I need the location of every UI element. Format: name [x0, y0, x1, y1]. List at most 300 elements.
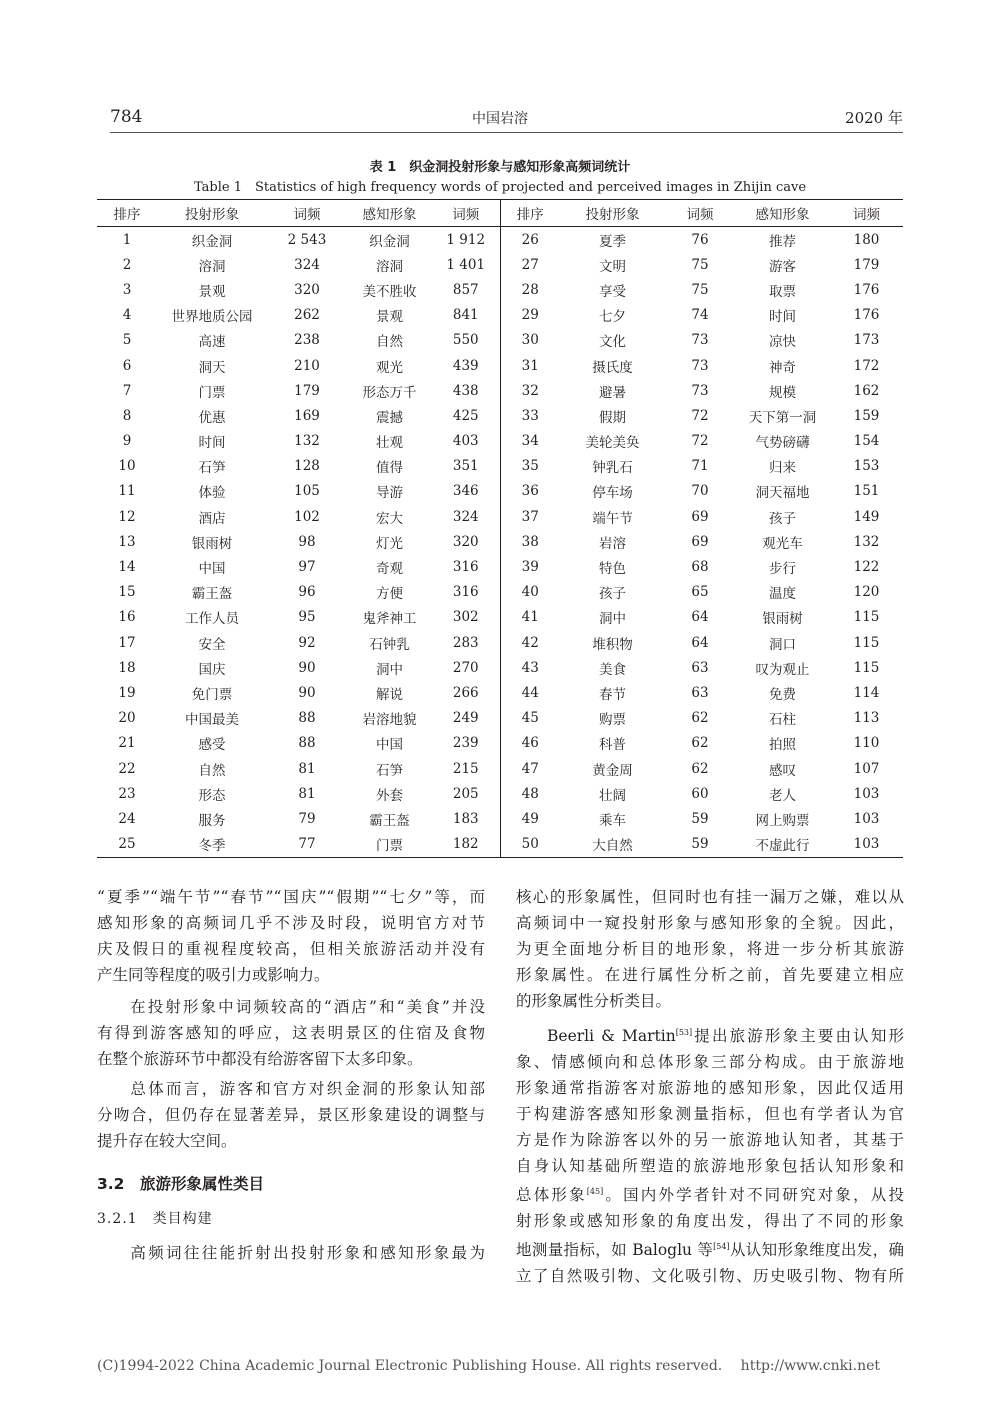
left-paragraph-1: [97, 884, 485, 988]
table-cell: 72: [691, 407, 709, 424]
table-cell: 安全: [198, 636, 226, 653]
table-cell: 岩溶地貌: [362, 712, 417, 729]
table-cell: 60: [691, 785, 709, 802]
column-header: 词频: [830, 200, 903, 227]
text-line: 为更全面地分析目的地形象，将进一步分析其旅游: [516, 940, 904, 958]
table-row: [97, 227, 903, 253]
table-cell: 153: [853, 458, 880, 475]
text-line: 立了自然吸引物、文化吸引物、历史吸引物、物有所: [516, 1267, 904, 1285]
table-cell: 文明: [599, 258, 626, 275]
table-cell: 316: [452, 559, 479, 576]
table-cell: 19: [118, 684, 136, 701]
table-row: [97, 303, 903, 328]
table-cell: 门票: [347, 832, 432, 858]
table-cell: 石笋: [376, 762, 403, 779]
column-header: 感知形象: [347, 200, 432, 227]
journal-year: 2020 年: [845, 109, 903, 127]
table-cell: 自然: [198, 762, 226, 779]
table-cell: 钟乳石: [592, 460, 633, 477]
text-line: 总体而言，游客和官方对织金洞的形象认知部: [128, 1080, 485, 1098]
table-cell: 老人: [769, 787, 796, 804]
table-row: [97, 580, 903, 605]
table-cell: 洞中: [599, 611, 626, 628]
table-cell: 68: [691, 559, 709, 576]
table-cell: 20: [118, 710, 136, 727]
table-cell: 172: [853, 357, 880, 374]
table-cell: 24: [118, 810, 136, 827]
table-cell: 179: [853, 256, 880, 273]
table-cell: 冬季: [157, 832, 267, 858]
table-cell: 神奇: [769, 359, 796, 376]
text-line: 核心的形象属性，但同时也有挂一漏万之嫌，难以从: [516, 888, 904, 906]
left-paragraph-3: [97, 1076, 485, 1154]
table-cell: 72: [691, 433, 709, 450]
table-cell: 自然: [376, 334, 403, 351]
table-cell: 不虚此行: [735, 832, 830, 858]
table-cell: 27: [500, 252, 560, 277]
table-cell: 29: [500, 303, 560, 328]
table-cell: 173: [853, 332, 880, 349]
table-cell: 95: [298, 609, 316, 626]
table-cell: 2 543: [287, 231, 327, 248]
table-cell: 210: [294, 357, 320, 374]
table-cell: 73: [691, 357, 709, 374]
table-cell: 中国: [198, 561, 226, 578]
table-cell: 39: [500, 554, 560, 579]
table-cell: 购票: [599, 712, 626, 729]
text-line: 有得到游客感知的呼应，这表明景区的住宿及食物: [97, 1024, 485, 1042]
table-cell: 12: [118, 508, 136, 525]
table-cell: 乘车: [599, 812, 626, 829]
table-cell: 壮阔: [599, 787, 626, 804]
text-line: 提升存在较大空间。: [97, 1132, 237, 1150]
table-row: [97, 353, 903, 378]
table-cell: 避暑: [599, 384, 626, 401]
table-cell: 宏大: [376, 510, 403, 527]
table-row: [97, 706, 903, 731]
table-cell: 43: [500, 655, 560, 680]
table-cell: 洞口: [769, 636, 796, 653]
text-line: 高频词中一窥投射形象与感知形象的全貌。因此，: [516, 914, 904, 932]
journal-name: 中国岩溶: [472, 111, 528, 127]
text-line: 感知形象的高频词几乎不涉及时段，说明官方对节: [97, 914, 485, 932]
table-cell: 320: [452, 533, 479, 550]
table-cell: 免费: [769, 686, 796, 703]
table-cell: 239: [452, 735, 479, 752]
table-cell: 世界地质公园: [171, 309, 253, 326]
table-row: [97, 832, 903, 858]
table-cell: 摄氏度: [592, 359, 633, 376]
table-cell: 霸王盔: [369, 812, 410, 829]
text-line: 提出旅游形象主要由认知形: [692, 1027, 904, 1045]
text-line: 庆及假日的重视程度较高，但相关旅游活动并没有: [97, 940, 485, 958]
table-cell: 高速: [198, 334, 226, 351]
table-cell: 震撼: [376, 409, 403, 426]
table-row: [97, 680, 903, 705]
table-cell: 13: [118, 533, 136, 550]
table-cell: 外套: [376, 787, 403, 804]
table-cell: 62: [691, 710, 709, 727]
table-cell: 值得: [376, 460, 403, 477]
table-cell: 262: [294, 307, 320, 324]
table-cell: 1: [122, 231, 132, 248]
table-row: [97, 554, 903, 579]
table-row: [97, 655, 903, 680]
column-header: 投射形象: [560, 200, 665, 227]
table-cell: 320: [294, 281, 320, 298]
table-cell: 30: [500, 328, 560, 353]
table-cell: 179: [294, 382, 320, 399]
table-cell: 316: [452, 584, 479, 601]
table-cell: 石钟乳: [369, 636, 410, 653]
text-line: 高频词往往能折射出投射形象和感知形象最为: [128, 1244, 485, 1262]
table-cell: 春节: [599, 686, 626, 703]
table-cell: 169: [294, 407, 320, 424]
table-cell: 105: [294, 483, 320, 500]
table-cell: 11: [118, 483, 136, 500]
table-cell: 28: [500, 277, 560, 302]
table-cell: 美轮美奂: [585, 435, 640, 452]
table-cell: 美不胜收: [362, 283, 417, 300]
table-cell: 门票: [198, 384, 226, 401]
table-cell: 132: [853, 533, 880, 550]
table-cell: 62: [691, 735, 709, 752]
table-cell: 归来: [769, 460, 796, 477]
table-cell: 107: [853, 760, 880, 777]
table-cell: 47: [500, 756, 560, 781]
table-row: [97, 378, 903, 403]
table-cell: 大自然: [560, 832, 665, 858]
table-row: [97, 605, 903, 630]
table-cell: 96: [298, 584, 316, 601]
table-cell: 国庆: [198, 661, 226, 678]
table-cell: 感受: [198, 737, 226, 754]
table-row: [97, 504, 903, 529]
table-cell: 346: [452, 483, 479, 500]
table-cell: 73: [691, 332, 709, 349]
table-cell: 洞天: [198, 359, 226, 376]
table-row: [97, 529, 903, 554]
table-cell: 天下第一洞: [748, 409, 817, 426]
text-line: 在投射形象中词频较高的“酒店”和“美食”并没: [128, 998, 485, 1016]
table-cell: 9: [122, 433, 132, 450]
table-cell: 151: [853, 483, 880, 500]
table-cell: 44: [500, 680, 560, 705]
table-cell: 81: [298, 760, 316, 777]
table-cell: 73: [691, 382, 709, 399]
table-cell: 假期: [599, 409, 626, 426]
frequency-table: [97, 199, 903, 858]
table-cell: 观光车: [762, 535, 803, 552]
table-row: [97, 403, 903, 428]
table-cell: 免门票: [191, 686, 233, 703]
column-header: 投射形象: [157, 200, 267, 227]
table-title-cn: 表 1 织金洞投射形象与感知形象高频词统计: [369, 160, 631, 175]
table-cell: 110: [853, 735, 880, 752]
table-cell: 网上购票: [755, 812, 810, 829]
right-paragraph-2: [516, 1020, 904, 1289]
table-cell: 79: [298, 810, 316, 827]
table-cell: 128: [294, 458, 320, 475]
table-cell: 形态: [198, 787, 226, 804]
left-paragraph-2: [97, 994, 485, 1072]
table-row: [97, 479, 903, 504]
text-line: 方是作为除游客以外的另一旅游地认知者，其基于: [516, 1131, 904, 1149]
table-cell: 步行: [769, 561, 796, 578]
table-cell: 8: [122, 407, 132, 424]
table-cell: 夏季: [599, 233, 626, 250]
table-cell: 42: [500, 630, 560, 655]
table-cell: 90: [298, 659, 316, 676]
table-cell: 解说: [376, 686, 403, 703]
table-cell: 115: [853, 609, 880, 626]
table-cell: 孩子: [599, 586, 626, 603]
text-line: 从认知形象维度出发，确: [729, 1241, 904, 1259]
table-cell: 26: [500, 227, 560, 253]
text-line: 总体形象: [516, 1186, 587, 1204]
table-cell: 857: [452, 281, 479, 298]
table-cell: 439: [452, 357, 479, 374]
table-cell: 黄金周: [592, 762, 633, 779]
table-cell: 石柱: [769, 712, 796, 729]
section-heading: 3.2 旅游形象属性类目: [97, 1175, 264, 1193]
text-line: 产生同等程度的吸引力或影响力。: [97, 966, 330, 984]
table-cell: 32: [500, 378, 560, 403]
page-number: 784: [110, 107, 143, 127]
table-cell: 14: [118, 559, 136, 576]
table-cell: 46: [500, 731, 560, 756]
table-cell: 1 401: [446, 256, 486, 273]
table-cell: 10: [118, 458, 136, 475]
table-cell: 停车场: [592, 485, 633, 502]
table-cell: 75: [691, 281, 709, 298]
column-header: 排序: [97, 200, 157, 227]
table-cell: 176: [853, 281, 880, 298]
column-header: 词频: [432, 200, 500, 227]
table-cell: 文化: [599, 334, 626, 351]
table-row: [97, 252, 903, 277]
table-cell: 规模: [769, 384, 796, 401]
table-cell: 266: [452, 684, 479, 701]
table-cell: 观光: [376, 359, 403, 376]
table-cell: 81: [298, 785, 316, 802]
table-cell: 70: [691, 483, 709, 500]
table-cell: 205: [452, 785, 479, 802]
table-cell: 25: [97, 832, 157, 858]
left-paragraph-4: [97, 1240, 485, 1266]
table-cell: 15: [118, 584, 136, 601]
table-cell: 霸王盔: [191, 586, 233, 603]
table-cell: 98: [298, 533, 316, 550]
text-line: 射形象或感知形象的角度出发，得出了不同的形象: [516, 1212, 904, 1230]
table-cell: 形态万千: [362, 384, 417, 401]
table-cell: 438: [452, 382, 479, 399]
table-cell: 88: [298, 710, 316, 727]
table-cell: 59: [665, 832, 735, 858]
column-header: 词频: [665, 200, 735, 227]
text-line: 形象通常指游客对旅游地的感知形象，因此仅适用: [516, 1079, 904, 1097]
table-cell: 425: [452, 407, 479, 424]
table-row: [97, 806, 903, 831]
table-cell: 18: [118, 659, 136, 676]
table-cell: 4: [122, 307, 132, 324]
column-header: 排序: [500, 200, 560, 227]
text-line: “夏季”“端午节”“春节”“国庆”“假期”“七夕”等，而: [97, 888, 485, 906]
text-line: 的形象属性分析类目。: [516, 992, 672, 1010]
table-cell: 科普: [599, 737, 626, 754]
table-cell: 景观: [198, 283, 226, 300]
table-cell: 织金洞: [191, 233, 233, 250]
table-row: [97, 756, 903, 781]
table-cell: 40: [500, 580, 560, 605]
table-body: [97, 227, 903, 858]
table-cell: 103: [853, 785, 880, 802]
table-row: [97, 781, 903, 806]
table-cell: 孩子: [769, 510, 796, 527]
table-cell: 洞中: [376, 661, 403, 678]
table-row: [97, 429, 903, 454]
citation: [45]: [586, 1187, 604, 1196]
table-cell: 织金洞: [369, 233, 410, 250]
author-text: Beerli & Martin: [547, 1027, 676, 1045]
table-cell: 1 912: [446, 231, 486, 248]
table-cell: 凉快: [769, 334, 796, 351]
table-cell: 180: [853, 231, 880, 248]
text-line: 象、情感倾向和总体形象三部分构成。由于旅游地: [516, 1053, 904, 1071]
table-cell: 服务: [198, 812, 226, 829]
table-cell: 33: [500, 403, 560, 428]
text-line: 地测量指标，如 Baloglu 等: [516, 1241, 714, 1259]
table-cell: 403: [452, 433, 479, 450]
table-cell: 特色: [599, 561, 626, 578]
table-cell: 176: [853, 307, 880, 324]
table-cell: 7: [122, 382, 132, 399]
table-row: [97, 328, 903, 353]
table-header-row: [97, 200, 903, 227]
table-cell: 壮观: [376, 435, 403, 452]
copyright-footer: (C)1994-2022 China Academic Journal Electronic Publishing House. All rights reserved. http://www.cnki.net: [97, 1358, 881, 1374]
table-cell: 中国: [376, 737, 403, 754]
table-cell: 41: [500, 605, 560, 630]
table-cell: 238: [294, 332, 320, 349]
table-cell: 132: [294, 433, 320, 450]
table-cell: 69: [691, 508, 709, 525]
table-row: [97, 454, 903, 479]
table-cell: 351: [452, 458, 479, 475]
table-cell: 工作人员: [185, 611, 239, 628]
table-cell: 64: [691, 609, 709, 626]
table-cell: 76: [691, 231, 709, 248]
table-cell: 283: [452, 634, 479, 651]
table-cell: 端午节: [592, 510, 633, 527]
table-cell: 34: [500, 429, 560, 454]
table-cell: 183: [452, 810, 479, 827]
table-cell: 113: [853, 710, 880, 727]
table-cell: 七夕: [599, 309, 626, 326]
table-cell: 324: [452, 508, 479, 525]
table-cell: 215: [452, 760, 479, 777]
table-cell: 堆积物: [592, 636, 633, 653]
table-cell: 71: [691, 458, 709, 475]
table-cell: 21: [118, 735, 136, 752]
table-cell: 103: [853, 810, 880, 827]
table-cell: 中国最美: [185, 712, 239, 729]
table-cell: 叹为观止: [755, 661, 810, 678]
table-cell: 方便: [376, 586, 403, 603]
text-line: 于构建游客感知形象测量指标，但也有学者认为官: [516, 1105, 904, 1123]
table-cell: 享受: [599, 283, 626, 300]
table-cell: 149: [853, 508, 880, 525]
table-cell: 249: [452, 710, 479, 727]
table-cell: 6: [122, 357, 132, 374]
table-cell: 酒店: [198, 510, 226, 527]
table-cell: 49: [500, 806, 560, 831]
table-cell: 31: [500, 353, 560, 378]
table-cell: 74: [691, 307, 709, 324]
table-cell: 64: [691, 634, 709, 651]
text-line: 分吻合，但仍存在显著差异，景区形象建设的调整与: [97, 1106, 485, 1124]
citation: [54]: [713, 1242, 730, 1251]
table-cell: 77: [267, 832, 347, 858]
table-row: [97, 277, 903, 302]
table-cell: 美食: [599, 661, 626, 678]
subsection-heading: 3.2.1 类目构建: [97, 1211, 213, 1227]
table-cell: 182: [432, 832, 500, 858]
table-cell: 38: [500, 529, 560, 554]
text-line: 形象属性。在进行属性分析之前，首先要建立相应: [516, 966, 904, 984]
table-cell: 97: [298, 559, 316, 576]
table-cell: 63: [691, 659, 709, 676]
table-cell: 69: [691, 533, 709, 550]
citation: [53]: [675, 1028, 693, 1037]
table-cell: 16: [118, 609, 136, 626]
table-cell: 优惠: [198, 409, 226, 426]
text-line: 。国内外学者针对不同研究对象，从投: [603, 1186, 904, 1204]
table-cell: 59: [691, 810, 709, 827]
table-cell: 鬼斧神工: [362, 611, 417, 628]
table-cell: 62: [691, 760, 709, 777]
table-title-en: Table 1 Statistics of high frequency words of projected and perceived images in Zhijin cave: [193, 180, 807, 195]
table-cell: 取票: [769, 283, 796, 300]
table-cell: 22: [118, 760, 136, 777]
table-cell: 气势磅礴: [755, 435, 810, 452]
table-cell: 159: [853, 407, 880, 424]
table-cell: 导游: [376, 485, 403, 502]
table-cell: 溶洞: [198, 258, 226, 275]
table-cell: 银雨树: [762, 611, 803, 628]
text-line: 在整个旅游环节中都没有给游客留下太多印象。: [97, 1050, 423, 1068]
table-cell: 50: [500, 832, 560, 858]
table-cell: 115: [853, 634, 880, 651]
column-header: 词频: [267, 200, 347, 227]
table-cell: 2: [122, 256, 132, 273]
table-cell: 拍照: [769, 737, 796, 754]
table-cell: 154: [853, 433, 880, 450]
table-cell: 302: [452, 609, 479, 626]
table-cell: 37: [500, 504, 560, 529]
table-cell: 270: [452, 659, 479, 676]
table-cell: 时间: [198, 435, 226, 452]
table-cell: 63: [691, 684, 709, 701]
table-cell: 162: [853, 382, 880, 399]
table-cell: 灯光: [376, 535, 403, 552]
table-cell: 岩溶: [599, 535, 626, 552]
table-cell: 36: [500, 479, 560, 504]
table-row: [97, 630, 903, 655]
table-cell: 奇观: [376, 561, 403, 578]
table-cell: 103: [830, 832, 903, 858]
header-rule: [110, 132, 903, 133]
